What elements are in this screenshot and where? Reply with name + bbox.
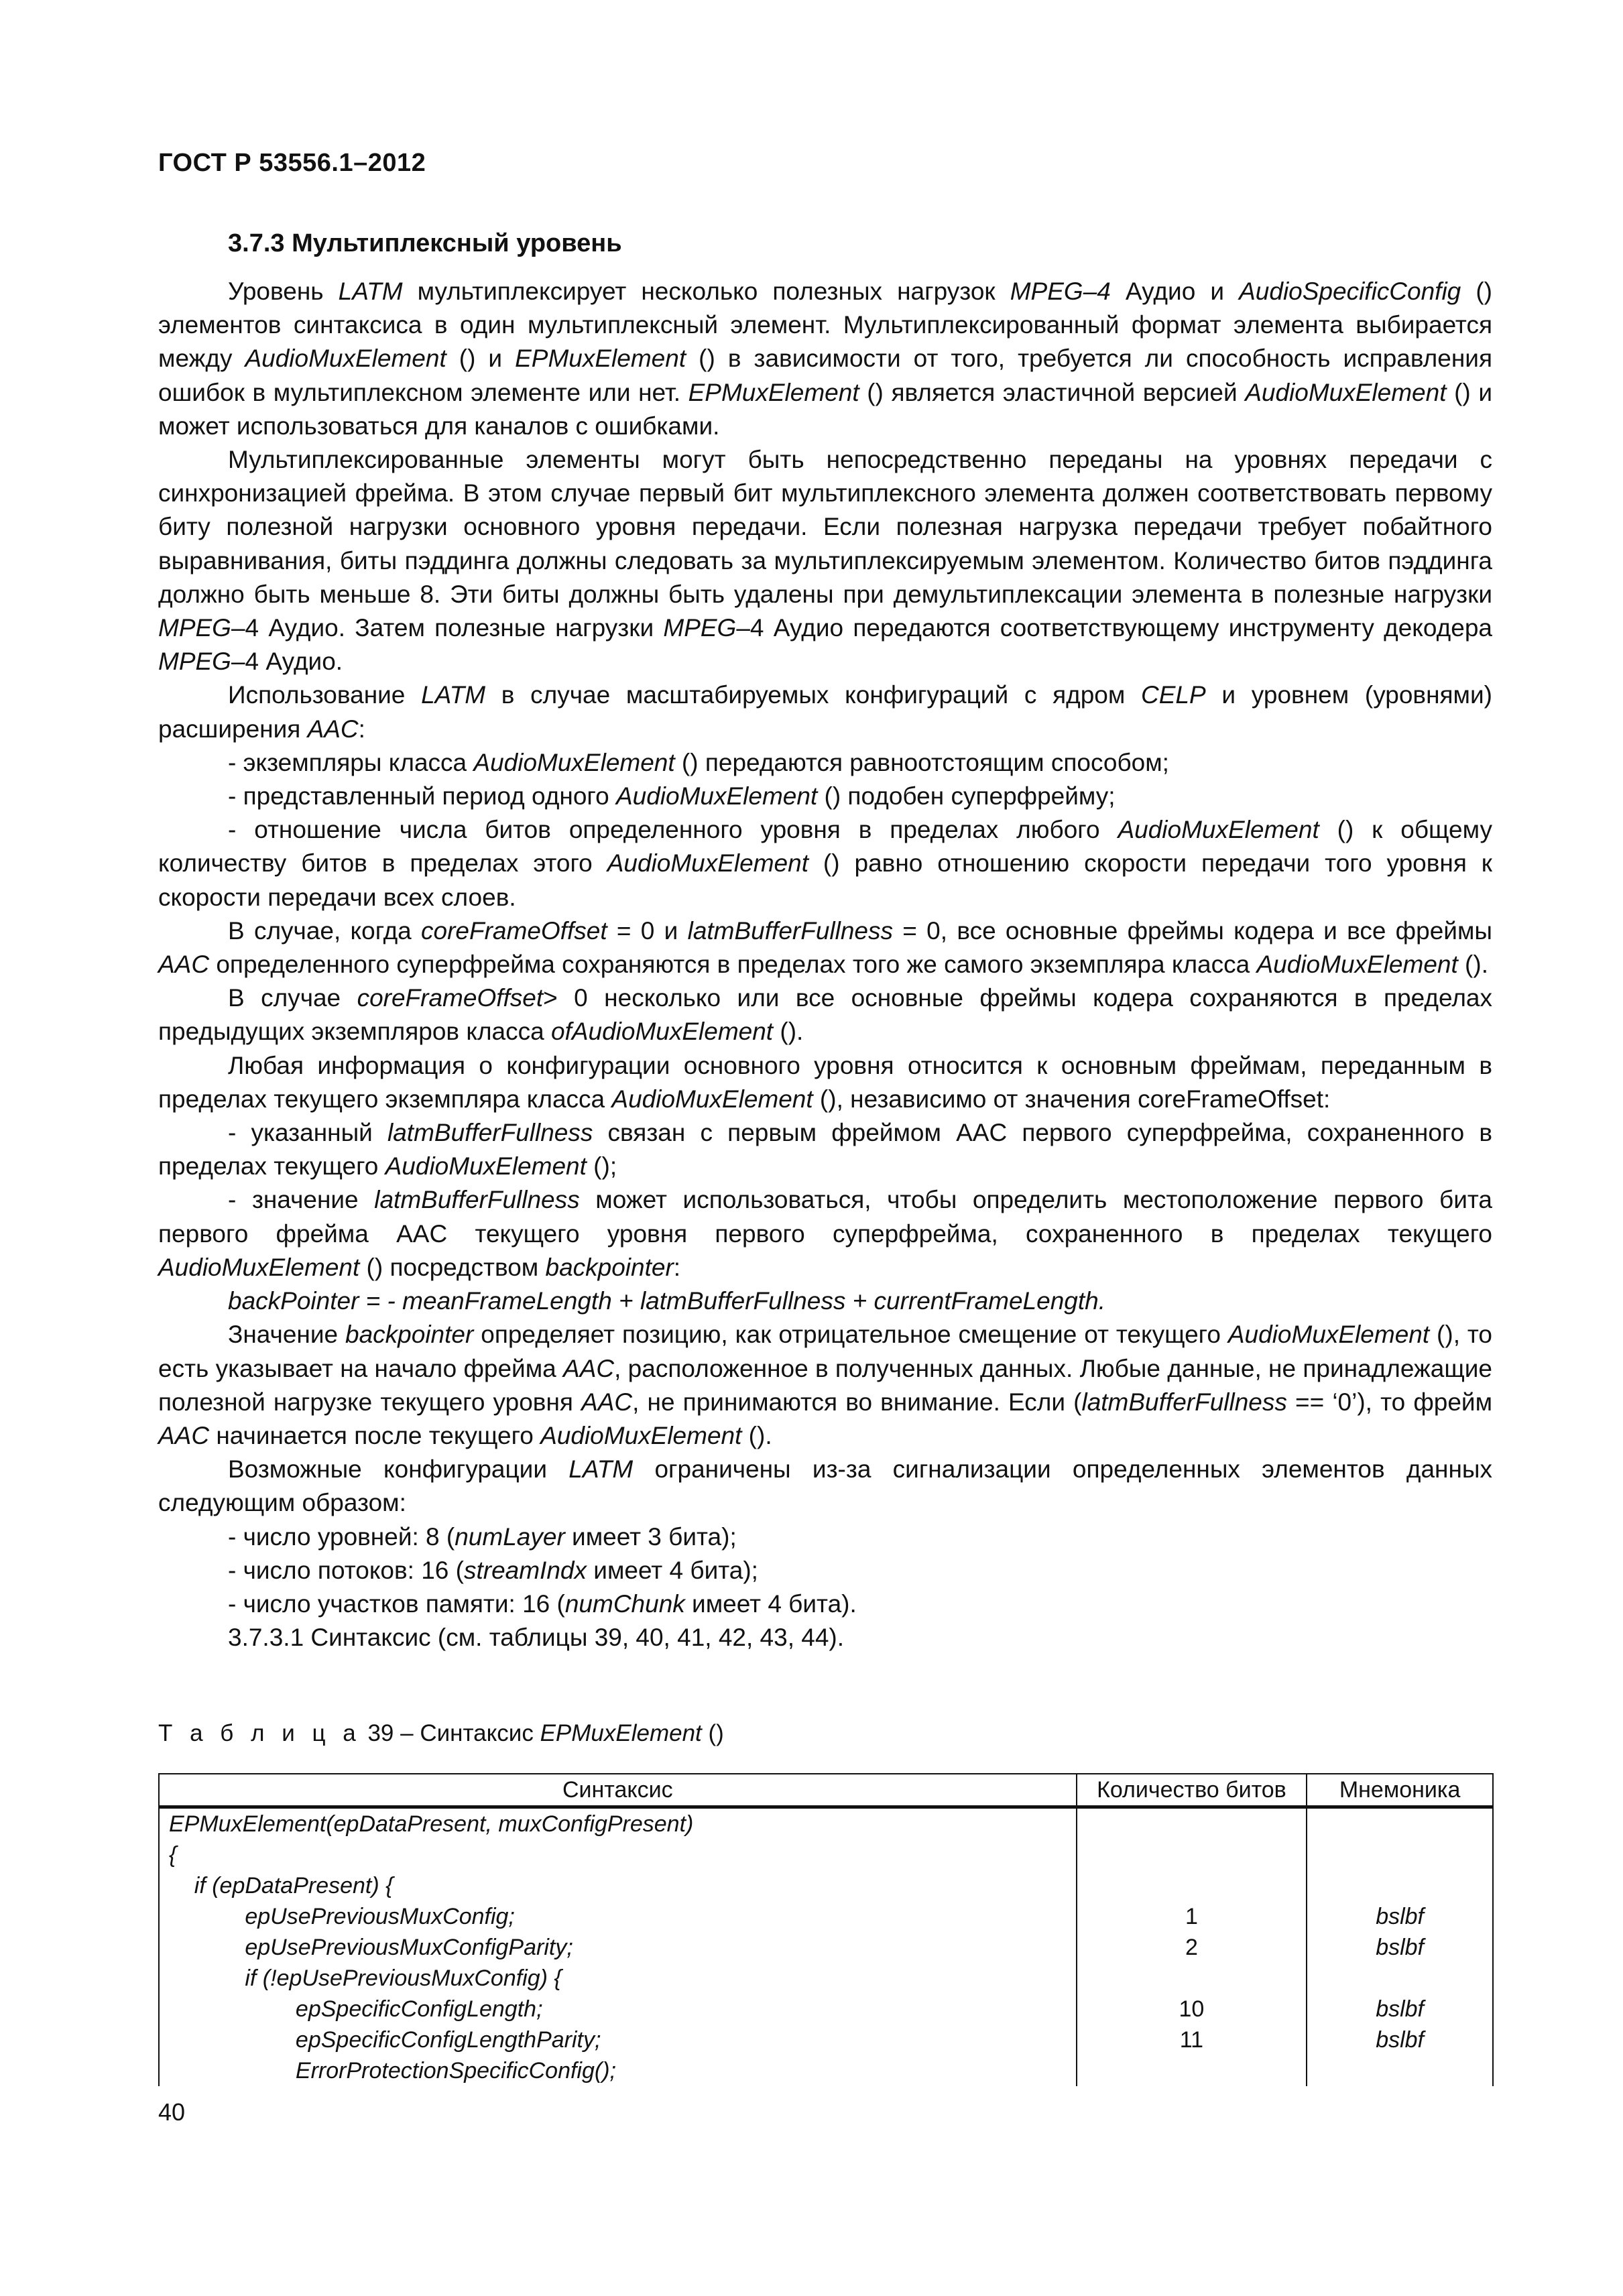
table-row <box>159 1807 1493 1840</box>
section-title: 3.7.3 Мультиплексный уровень <box>228 229 622 257</box>
column-header-bits: Количество битов <box>1077 1774 1307 1807</box>
syntax-cell: epSpecificConfigLength; <box>159 1994 1077 2025</box>
table-header-row <box>159 1774 1493 1807</box>
bits-cell <box>1077 1807 1307 1840</box>
body-text <box>158 275 1492 1654</box>
syntax-cell: ErrorProtectionSpecificConfig(); <box>159 2055 1077 2086</box>
paragraph: Значение backpointer определяет позицию, как отрицательное смещение от текущего AudioMuxElement (), то есть указывает на начало фрейма AAC, расположенное в полученных данных. Любые данные, не принадлежащие полезной нагрузке текущего уровня AAC, не принимаются во внимание. Если (latmBufferFullness == ‘0’), то фрейм AAC начинается после текущего AudioMuxElement (). <box>158 1321 1493 1449</box>
list-item: - число участков памяти: 16 (numChunk имеет 4 бита). <box>228 1589 857 1618</box>
syntax-cell: epUsePreviousMuxConfigParity; <box>159 1932 1077 1963</box>
table-row <box>159 1994 1493 2025</box>
page-number: 40 <box>158 2098 186 2126</box>
mnemonic-cell <box>1307 1839 1493 1870</box>
syntax-cell: { <box>159 1839 1077 1870</box>
list-item: - число потоков: 16 (streamIndx имеет 4 бита); <box>228 1556 758 1584</box>
list-item: - указанный latmBufferFullness связан с первым фреймом AAC первого суперфрейма, сохраненного в пределах текущего AudioMuxElement (); <box>158 1119 1492 1181</box>
column-header-mnemonic: Мнемоника <box>1307 1774 1493 1807</box>
paragraph: Любая информация о конфигурации основного уровня относится к основным фреймам, переданным в пределах текущего экземпляра класса AudioMuxElement (), независимо от значения coreFrameOffset: <box>158 1051 1492 1113</box>
mnemonic-cell <box>1307 1963 1493 1994</box>
paragraph: В случае coreFrameOffset> 0 несколько или все основные фреймы кодера сохраняются в пределах предыдущих экземпляров класса ofAudioMuxElement (). <box>158 984 1492 1046</box>
table-row <box>159 1870 1493 1901</box>
bits-cell: 2 <box>1077 1932 1307 1963</box>
mnemonic-cell: bslbf <box>1307 1932 1493 1963</box>
paragraph: В случае, когда coreFrameOffset = 0 и latmBufferFullness = 0, все основные фреймы кодера и все фреймы AAC определенного суперфрейма сохраняются в пределах того же самого экземпляра класса AudioMuxElement (). <box>158 916 1492 979</box>
bits-cell: 11 <box>1077 2025 1307 2055</box>
syntax-table <box>158 1773 1494 2086</box>
syntax-cell: epSpecificConfigLengthParity; <box>159 2025 1077 2055</box>
mnemonic-cell <box>1307 2055 1493 2086</box>
document-code-header: ГОСТ Р 53556.1–2012 <box>158 149 426 177</box>
list-item: - отношение числа битов определенного уровня в пределах любого AudioMuxElement () к общему количеству битов в пределах этого AudioMuxElement () равно отношению скорости передачи того уровня к скорости передачи всех слоев. <box>158 816 1492 911</box>
mnemonic-cell <box>1307 1870 1493 1901</box>
table-caption: Т а б л и ц а 39 – Синтаксис EPMuxElement () <box>158 1720 724 1746</box>
syntax-cell: if (epDataPresent) { <box>159 1870 1077 1901</box>
bits-cell <box>1077 1963 1307 1994</box>
paragraph: Использование LATM в случае масштабируемых конфигураций с ядром CELP и уровнем (уровнями) расширения AAC: <box>158 681 1492 743</box>
bits-cell <box>1077 1839 1307 1870</box>
bits-cell: 10 <box>1077 1994 1307 2025</box>
list-item: - представленный период одного AudioMuxElement () подобен суперфрейму; <box>228 782 1116 810</box>
syntax-cell: epUsePreviousMuxConfig; <box>159 1901 1077 1932</box>
table-row <box>159 1932 1493 1963</box>
mnemonic-cell: bslbf <box>1307 1994 1493 2025</box>
table-row <box>159 2025 1493 2055</box>
bits-cell: 1 <box>1077 1901 1307 1932</box>
mnemonic-cell <box>1307 1807 1493 1840</box>
list-item: - значение latmBufferFullness может использоваться, чтобы определить местоположение первого бита первого фрейма AAC текущего уровня первого суперфрейма, сохраненного в пределах текущего AudioMuxElement () посредством backpointer: <box>158 1186 1492 1281</box>
paragraph: Возможные конфигурации LATM ограничены из-за сигнализации определенных элементов данных следующим образом: <box>158 1455 1492 1517</box>
mnemonic-cell: bslbf <box>1307 1901 1493 1932</box>
syntax-cell: EPMuxElement(epDataPresent, muxConfigPresent) <box>159 1807 1077 1840</box>
mnemonic-cell: bslbf <box>1307 2025 1493 2055</box>
paragraph: Уровень LATM мультиплексирует несколько полезных нагрузок MPEG–4 Аудио и AudioSpecificConfig () элементов синтаксиса в один мультиплексный элемент. Мультиплексированный формат элемента выбирается между AudioMuxElement () и EPMuxElement () в зависимости от того, требуется ли способность исправления ошибок в мультиплексном элементе или нет. EPMuxElement () является эластичной версией AudioMuxElement () и может использоваться для каналов с ошибками. <box>158 278 1492 440</box>
syntax-cell: if (!epUsePreviousMuxConfig) { <box>159 1963 1077 1994</box>
subsection-reference: 3.7.3.1 Синтаксис (см. таблицы 39, 40, 41, 42, 43, 44). <box>228 1624 845 1652</box>
list-item: - число уровней: 8 (numLayer имеет 3 бита); <box>228 1522 737 1551</box>
column-header-syntax: Синтаксис <box>159 1774 1077 1807</box>
table-row <box>159 1839 1493 1870</box>
paragraph: Мультиплексированные элементы могут быть непосредственно переданы на уровнях передачи с синхронизацией фрейма. В этом случае первый бит мультиплексного элемента должен соответствовать первому биту полезной нагрузки основного уровня передачи. Если полезная нагрузка передачи требует побайтного выравнивания, биты пэддинга должны следовать за мультиплексируемым элементом. Количество битов пэддинга должно быть меньше 8. Эти биты должны быть удалены при демультиплексации элемента в полезные нагрузки MPEG–4 Аудио. Затем полезные нагрузки MPEG–4 Аудио передаются соответствующему инструменту декодера MPEG–4 Аудио. <box>158 446 1492 676</box>
table-row <box>159 2055 1493 2086</box>
formula: backPointer = - meanFrameLength + latmBufferFullness + currentFrameLength. <box>228 1287 1106 1315</box>
bits-cell <box>1077 1870 1307 1901</box>
table-row <box>159 1963 1493 1994</box>
table-row <box>159 1901 1493 1932</box>
bits-cell <box>1077 2055 1307 2086</box>
list-item: - экземпляры класса AudioMuxElement () передаются равноотстоящим способом; <box>228 748 1169 776</box>
